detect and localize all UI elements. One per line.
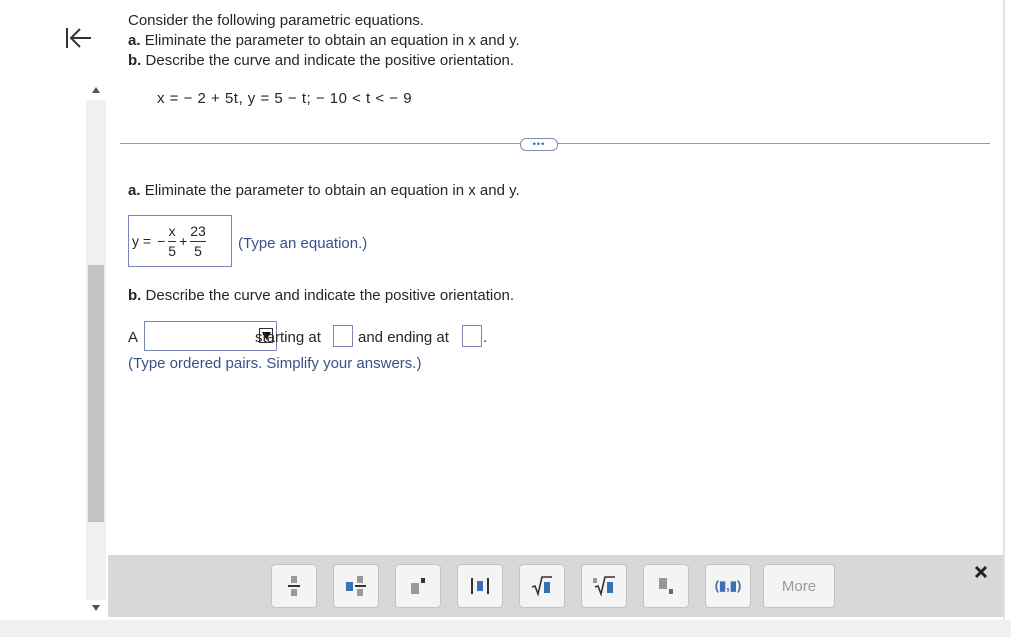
exponent-button[interactable] bbox=[395, 564, 441, 608]
fraction-denominator: 5 bbox=[168, 242, 177, 259]
square-root-button[interactable] bbox=[519, 564, 565, 608]
starting-point-input[interactable] bbox=[333, 325, 353, 347]
fraction-icon bbox=[287, 574, 301, 598]
part-b-heading-letter: b. bbox=[128, 287, 142, 304]
expand-question-button[interactable]: ••• bbox=[520, 138, 558, 151]
mixed-number-button[interactable] bbox=[333, 564, 379, 608]
ordered-pairs-hint: (Type ordered pairs. Simplify your answers.) bbox=[128, 355, 422, 372]
fraction-button[interactable] bbox=[271, 564, 317, 608]
fraction-bar bbox=[168, 241, 176, 242]
absolute-value-button[interactable] bbox=[457, 564, 503, 608]
bottom-strip bbox=[0, 620, 1011, 637]
fraction-numerator: x bbox=[168, 222, 176, 239]
fraction-bar bbox=[190, 241, 206, 242]
equation-answer-field[interactable] bbox=[128, 215, 232, 267]
scroll-thumb[interactable] bbox=[88, 265, 104, 522]
more-tools-button[interactable] bbox=[763, 564, 835, 608]
starting-at-label: starting at bbox=[255, 329, 321, 346]
close-icon bbox=[974, 565, 988, 579]
curve-description-row bbox=[128, 321, 528, 351]
nth-root-icon bbox=[592, 575, 616, 597]
ordered-pair-button[interactable] bbox=[705, 564, 751, 608]
math-toolbar bbox=[108, 555, 1003, 617]
nth-root-button[interactable] bbox=[581, 564, 627, 608]
absolute-value-icon bbox=[469, 575, 491, 597]
subscript-icon bbox=[657, 575, 675, 597]
part-a-heading-text: Eliminate the parameter to obtain an equation in x and y. bbox=[144, 182, 520, 199]
minus-sign: − bbox=[157, 233, 166, 249]
fraction-x-over-5 bbox=[168, 224, 176, 259]
scroll-up-button[interactable] bbox=[86, 80, 106, 100]
collapse-panel-button[interactable] bbox=[60, 22, 96, 54]
question-part-a bbox=[128, 32, 520, 50]
part-b-letter: b. bbox=[128, 52, 142, 69]
part-a-instruction: Eliminate the parameter to obtain an equation in x and y. bbox=[144, 32, 520, 49]
answer-prefix: y = bbox=[132, 233, 152, 249]
parametric-equations: x = − 2 + 5t, y = 5 − t; − 10 < t < − 9 bbox=[157, 90, 413, 107]
mixed-number-icon bbox=[345, 574, 367, 598]
triangle-down-icon bbox=[92, 605, 100, 611]
part-a-letter: a. bbox=[128, 32, 141, 49]
subscript-button[interactable] bbox=[643, 564, 689, 608]
equation-hint: (Type an equation.) bbox=[238, 235, 368, 252]
more-label: More bbox=[781, 577, 817, 595]
scroll-down-button[interactable] bbox=[86, 598, 106, 618]
fraction-numerator: 23 bbox=[190, 222, 206, 239]
panel-border bbox=[1003, 0, 1005, 620]
article-label: A bbox=[128, 329, 139, 346]
ordered-pair-icon: (▮,▮) bbox=[714, 578, 742, 593]
sentence-period: . bbox=[483, 329, 488, 346]
ending-at-label: and ending at bbox=[358, 329, 449, 346]
part-a-heading-letter: a. bbox=[128, 182, 141, 199]
fraction-denominator: 5 bbox=[194, 242, 202, 259]
part-b-instruction: Describe the curve and indicate the positive orientation. bbox=[145, 52, 515, 69]
part-b-heading bbox=[128, 287, 514, 304]
ending-point-input[interactable] bbox=[462, 325, 482, 347]
triangle-up-icon bbox=[92, 87, 100, 93]
question-intro: Consider the following parametric equations. bbox=[128, 12, 424, 29]
square-root-icon bbox=[531, 575, 553, 597]
vertical-scrollbar[interactable] bbox=[86, 80, 106, 618]
collapse-left-icon bbox=[63, 26, 93, 50]
exponent-icon bbox=[409, 575, 427, 597]
part-a-heading bbox=[128, 182, 520, 199]
scroll-track[interactable] bbox=[86, 100, 106, 600]
question-part-b bbox=[128, 52, 514, 70]
close-toolbar-button[interactable] bbox=[968, 560, 994, 584]
plus-sign: + bbox=[179, 233, 188, 249]
part-b-heading-text: Describe the curve and indicate the positive orientation. bbox=[145, 287, 515, 304]
fraction-23-over-5 bbox=[190, 224, 206, 259]
